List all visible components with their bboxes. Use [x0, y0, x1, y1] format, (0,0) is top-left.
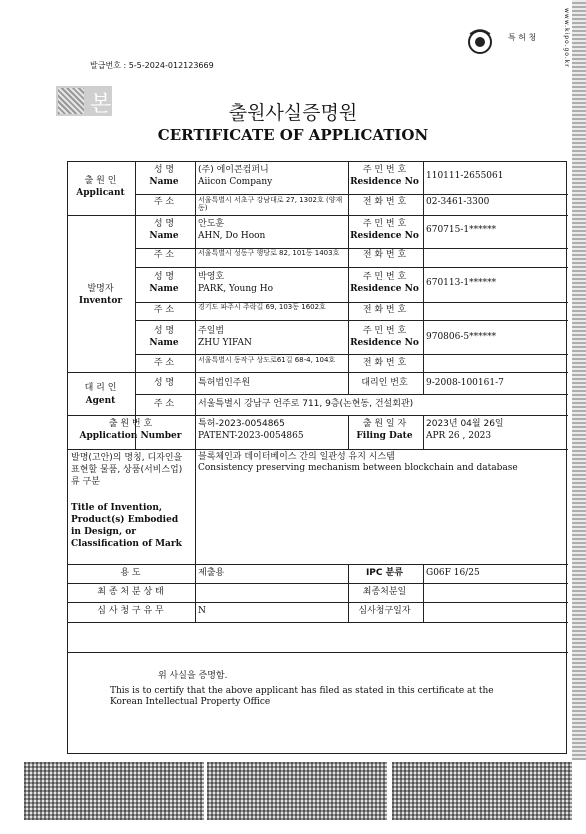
filing-date-label-ko: 출 원 일 자 — [362, 419, 407, 429]
certify-en: This is to certify that the above applicant has filed as stated in this certificate at the Korean Intellectual Property Office — [110, 686, 494, 707]
inventor-3-name-ko: 주일범 — [198, 326, 225, 336]
agent-no-label: 대리인 번호 — [361, 378, 408, 388]
applicant-address: 서울특별시 서초구 강남대로 27, 1302호 (양재동) — [198, 196, 343, 212]
exam-request-date-label: 심사청구일자 — [358, 606, 411, 616]
inventor-3-rn: 970806-5****** — [426, 332, 497, 342]
applicant-name-ko: (주) 에이콘컴퍼니 — [198, 165, 269, 175]
applicant-addr-label: 주 소 — [153, 197, 175, 207]
inventor-name-label-en: Name — [149, 284, 179, 294]
applicant-tel-label: 전 화 번 호 — [362, 197, 407, 207]
ipc-value: G06F 16/25 — [426, 568, 480, 578]
inventor-tel-label: 전 화 번 호 — [362, 358, 407, 368]
inventor-addr-label: 주 소 — [153, 305, 175, 315]
certify-ko: 위 사실을 증명함. — [158, 671, 228, 681]
side-url: www.kipo.go.kr — [563, 8, 570, 68]
original-label: 본 — [90, 92, 112, 117]
document-number: 발급번호 : 5-5-2024-012123669 — [90, 61, 214, 70]
inventor-addr-label: 주 소 — [153, 358, 175, 368]
ipc-label: IPC 분류 — [365, 568, 404, 578]
inventor-2-rn: 670113-1****** — [426, 278, 497, 288]
inventor-tel-label: 전 화 번 호 — [362, 250, 407, 260]
invention-title-en: Consistency preserving mechanism between blockchain and database — [198, 463, 518, 473]
invention-title-ko: 블록체인과 데이터베이스 간의 일관성 유지 시스템 — [198, 452, 395, 462]
inventor-3-address: 서울특별시 동작구 상도로61길 68-4, 104호 — [198, 356, 336, 364]
applicant-label-ko: 출 원 인 — [84, 176, 117, 186]
inventor-name-label-ko: 성 명 — [153, 326, 175, 336]
title-korean: 출원사실증명원 — [228, 102, 358, 124]
inventor-label-en: Inventor — [78, 296, 123, 306]
agent-label-ko: 대 리 인 — [84, 383, 117, 393]
inventor-1-name-ko: 안도훈 — [198, 219, 225, 229]
applicant-rn-label-en: Residence No — [350, 177, 419, 187]
inventor-name-label-en: Name — [149, 231, 179, 241]
inventor-rn-label-ko: 주 민 번 호 — [362, 272, 407, 282]
inventor-2-name-en: PARK, Young Ho — [198, 284, 274, 294]
inventor-name-label-ko: 성 명 — [153, 272, 175, 282]
agent-name: 특허법인주원 — [198, 378, 251, 388]
agent-name-label: 성 명 — [153, 378, 175, 388]
inventor-rn-label-ko: 주 민 번 호 — [362, 219, 407, 229]
security-pattern-2 — [207, 762, 387, 820]
inventor-2-name-ko: 박영호 — [198, 272, 225, 282]
inventor-3-name-en: ZHU YIFAN — [198, 338, 252, 348]
filing-date-label-en: Filing Date — [356, 431, 413, 441]
usage-value: 제출용 — [198, 568, 225, 578]
inventor-rn-label-en: Residence No — [350, 284, 419, 294]
application-number-ko: 특허-2023-0054865 — [198, 419, 285, 429]
applicant-tel: 02-3461-3300 — [426, 197, 490, 207]
title-section-label-ko: 발명(고안)의 명칭, 디자인을 표현할 물품, 상품(서비스업)류 구분 — [71, 453, 183, 487]
filing-date-ko: 2023년 04월 26일 — [426, 419, 504, 429]
title-section-label-en: Title of Invention, Product(s) Embodied in Design, or Classification of Mark — [71, 503, 182, 549]
filing-date-en: APR 26 , 2023 — [426, 431, 492, 441]
usage-label: 용 도 — [120, 568, 141, 578]
security-pattern-3 — [392, 762, 572, 820]
agent-no: 9-2008-100161-7 — [426, 378, 504, 388]
applicant-name-label-ko: 성 명 — [153, 165, 175, 175]
inventor-name-label-en: Name — [149, 338, 179, 348]
inventor-rn-label-ko: 주 민 번 호 — [362, 326, 407, 336]
applicant-rn: 110111-2655061 — [426, 171, 504, 181]
inventor-addr-label: 주 소 — [153, 250, 175, 260]
exam-request-label: 심 사 청 구 유 무 — [97, 606, 164, 616]
inventor-2-address: 경기도 파주시 주락길 69, 103동 1602호 — [198, 303, 326, 311]
kipo-label: 특 허 청 — [508, 33, 537, 42]
final-disposal-label: 최 종 처 분 상 태 — [97, 587, 164, 597]
applicant-rn-label-ko: 주 민 번 호 — [362, 165, 407, 175]
agent-label-en: Agent — [85, 396, 116, 406]
inventor-tel-label: 전 화 번 호 — [362, 305, 407, 315]
inventor-rn-label-en: Residence No — [350, 231, 419, 241]
final-disposal-date-label: 최종처분일 — [362, 587, 407, 597]
applicant-label-en: Applicant — [76, 188, 125, 198]
application-label-ko: 출 원 번 호 — [108, 419, 153, 429]
applicant-name-en: Aiicon Company — [198, 177, 273, 187]
title-english: CERTIFICATE OF APPLICATION — [157, 126, 429, 144]
inventor-1-rn: 670715-1****** — [426, 225, 497, 235]
agent-address: 서울특별시 강남구 언주로 711, 9층(논현동, 건설회관) — [198, 399, 414, 409]
inventor-1-name-en: AHN, Do Hoon — [198, 231, 266, 241]
inventor-name-label-ko: 성 명 — [153, 219, 175, 229]
security-pattern-1 — [24, 762, 204, 820]
inventor-rn-label-en: Residence No — [350, 338, 419, 348]
agent-addr-label: 주 소 — [153, 399, 175, 409]
applicant-name-label-en: Name — [149, 177, 179, 187]
inventor-label-ko: 발명자 — [87, 284, 114, 294]
application-number-en: PATENT-2023-0054865 — [198, 431, 304, 441]
application-label-en: Application Number — [79, 431, 182, 441]
exam-request-value: N — [198, 606, 206, 616]
inventor-1-address: 서울특별시 성동구 행당로 82, 101동 1403호 — [198, 249, 340, 257]
